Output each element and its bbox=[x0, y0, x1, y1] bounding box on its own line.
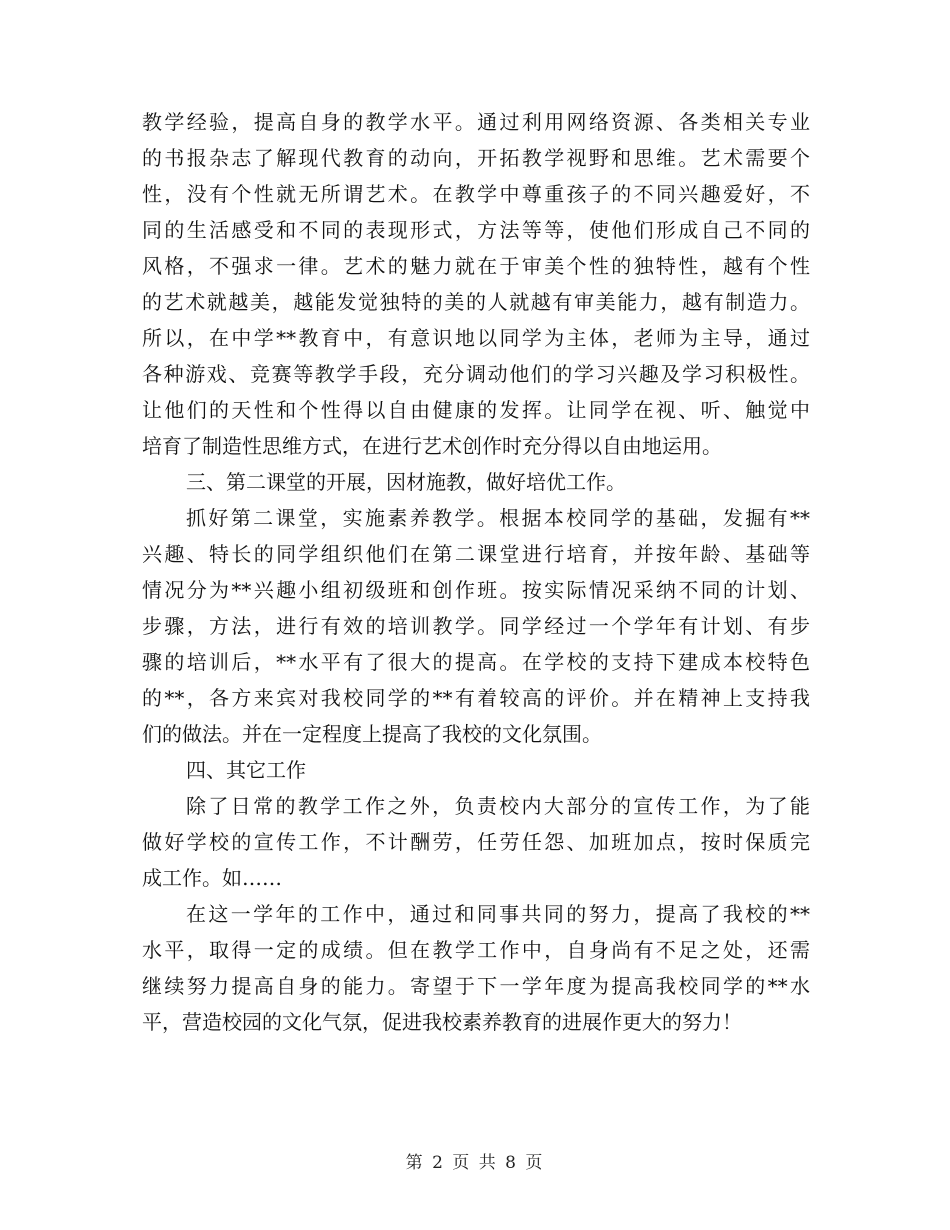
text-line: 的书报杂志了解现代教育的动向，开拓教学视野和思维。艺术需要个 bbox=[142, 146, 810, 170]
text-line: 水平，取得一定的成绩。但在教学工作中，自身尚有不足之处，还需 bbox=[142, 938, 810, 962]
text-line: 风格，不强求一律。艺术的魅力就在于审美个性的独特性，越有个性 bbox=[142, 254, 810, 278]
text-line: 各种游戏、竞赛等教学手段，充分调动他们的学习兴趣及学习积极性。 bbox=[142, 362, 810, 386]
text-line: 情况分为**兴趣小组初级班和创作班。按实际情况采纳不同的计划、 bbox=[142, 578, 810, 602]
text-line: 性，没有个性就无所谓艺术。在教学中尊重孩子的不同兴趣爱好，不 bbox=[142, 182, 810, 206]
text-line: 除了日常的教学工作之外，负责校内大部分的宣传工作，为了能 bbox=[186, 794, 810, 818]
text-line: 兴趣、特长的同学组织他们在第二课堂进行培育，并按年龄、基础等 bbox=[142, 542, 810, 566]
text-line: 所以，在中学**教育中，有意识地以同学为主体，老师为主导，通过 bbox=[142, 326, 810, 350]
text-line: 三、第二课堂的开展，因材施教，做好培优工作。 bbox=[186, 470, 626, 494]
page-number-footer: 第 2 页 共 8 页 bbox=[405, 1153, 545, 1173]
text-line: 让他们的天性和个性得以自由健康的发挥。让同学在视、听、触觉中 bbox=[142, 398, 810, 422]
text-line: 抓好第二课堂，实施素养教学。根据本校同学的基础，发掘有** bbox=[186, 506, 810, 530]
document-body bbox=[142, 104, 810, 1040]
text-line: 做好学校的宣传工作，不计酬劳，任劳任怨、加班加点，按时保质完 bbox=[142, 830, 810, 854]
text-line: 骤的培训后，**水平有了很大的提高。在学校的支持下建成本校特色 bbox=[142, 650, 810, 674]
text-line: 教学经验，提高自身的教学水平。通过利用网络资源、各类相关专业 bbox=[142, 110, 810, 134]
text-line: 继续努力提高自身的能力。寄望于下一学年度为提高我校同学的**水 bbox=[142, 974, 810, 998]
text-line: 四、其它工作 bbox=[186, 758, 306, 782]
text-line: 同的生活感受和不同的表现形式，方法等等，使他们形成自己不同的 bbox=[142, 218, 810, 242]
text-line: 步骤，方法，进行有效的培训教学。同学经过一个学年有计划、有步 bbox=[142, 614, 810, 638]
text-line: 的艺术就越美，越能发觉独特的美的人就越有审美能力，越有制造力。 bbox=[142, 290, 810, 314]
text-line: 的**，各方来宾对我校同学的**有着较高的评价。并在精神上支持我 bbox=[142, 686, 810, 710]
text-line: 在这一学年的工作中，通过和同事共同的努力，提高了我校的** bbox=[186, 902, 810, 926]
text-line: 平，营造校园的文化气氛，促进我校素养教育的进展作更大的努力！ bbox=[142, 1010, 742, 1034]
text-line: 们的做法。并在一定程度上提高了我校的文化氛围。 bbox=[142, 722, 602, 746]
text-line: 成工作。如…… bbox=[142, 866, 282, 890]
text-line: 培育了制造性思维方式，在进行艺术创作时充分得以自由地运用。 bbox=[142, 434, 722, 458]
